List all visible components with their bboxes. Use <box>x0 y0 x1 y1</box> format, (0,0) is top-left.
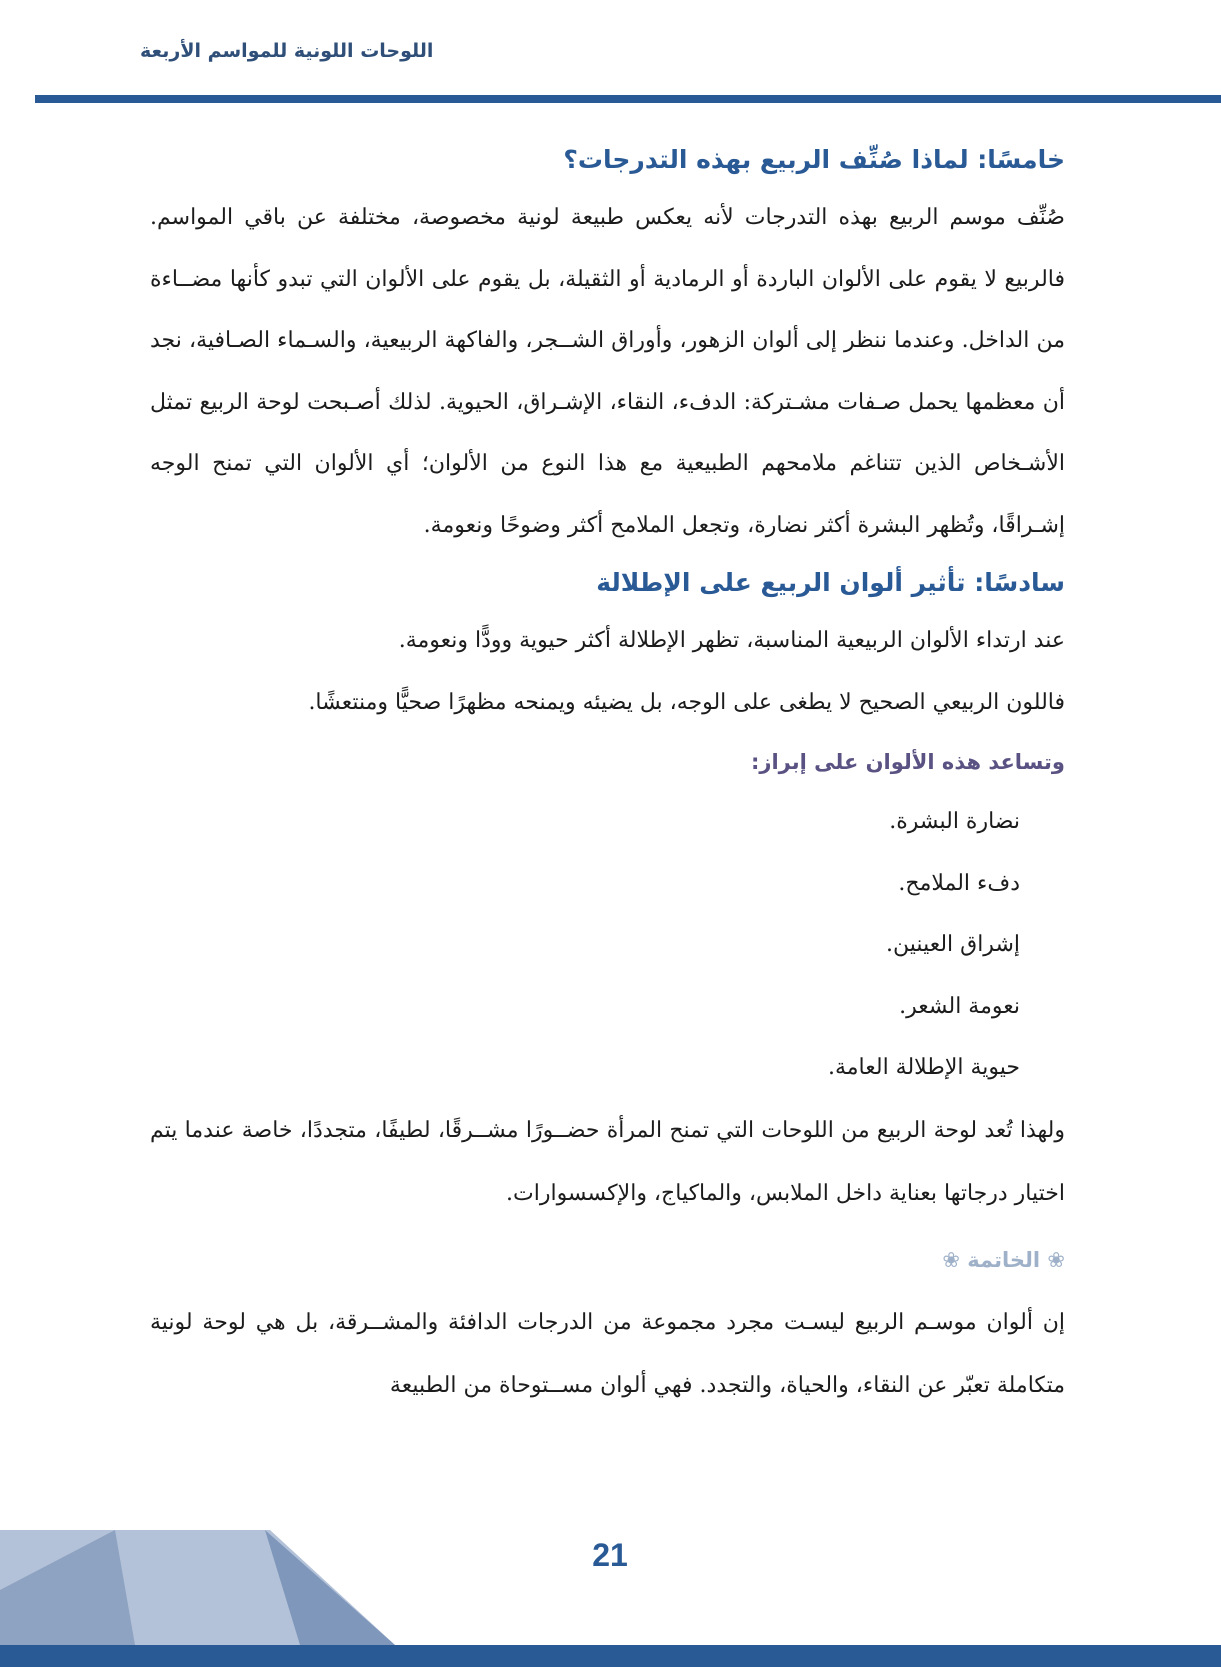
page-content <box>150 133 1065 1417</box>
section-6-line-1: عند ارتداء الألوان الربيعية المناسبة، تظهر الإطلالة أكثر حيوية وودًّا ونعومة. <box>398 628 1065 653</box>
list-item: نضارة البشرة. <box>889 809 1020 834</box>
section-6-closing-paragraph: ولهذا تُعد لوحة الربيع من اللوحات التي تمنح المرأة حضــورًا مشــرقًا، لطيفًا، متجددًا، خاصة عندما يتم اختيار درجاتها بعناية داخل الملابس، والماكياج، والإكسسوارات. <box>150 1117 1065 1206</box>
benefits-list-heading: وتساعد هذه الألوان على إبراز: <box>750 750 1065 774</box>
benefits-list <box>150 791 1065 1099</box>
conclusion-label: الخاتمة <box>967 1247 1041 1272</box>
section-6-line-2: فاللون الربيعي الصحيح لا يطغى على الوجه، بل يضيئه ويمنحه مظهرًا صحيًّا ومنتعشًا. <box>308 689 1065 715</box>
section-5-paragraph: صُنِّف موسم الربيع بهذه التدرجات لأنه يعكس طبيعة لونية مخصوصة، مختلفة عن باقي المواسم. فالربيع لا يقوم على الألوان الباردة أو الرمادية أو الثقيلة، بل يقوم على الألوان التي تبدو كأنها مضــاءة من الداخل. وعندما ننظر إلى ألوان الزهور، وأوراق الشــجر، والفاكهة الربيعية، والسـماء الصـافية، نجد أن معظمها يحمل صـفات مشـتركة: الدفء، النقاء، الإشـراق، الحيوية. لذلك أصـبحت لوحة الربيع تمثل الأشـخاص الذين تتناغم ملامحهم الطبيعية مع هذا النوع من الألوان؛ أي الألوان التي تمنح الوجه إشـراقًا، وتُظهر البشرة أكثر نضارة، وتجعل الملامح أكثر وضوحًا ونعومة. <box>150 205 1066 538</box>
running-header: اللوحات اللونية للمواسم الأربعة <box>140 40 434 62</box>
flower-icon: ❀ <box>1047 1247 1065 1272</box>
list-item: حيوية الإطلالة العامة. <box>827 1055 1020 1080</box>
conclusion-paragraph: إن ألوان موسـم الربيع ليسـت مجرد مجموعة من الدرجات الدافئة والمشــرقة، بل هي لوحة لونية متكاملة تعبّر عن النقاء، والحياة، والتجدد. فهي ألوان مســتوحاة من الطبيعة <box>150 1309 1065 1398</box>
section-6-heading: سادسًا: تأثير ألوان الربيع على الإطلالة <box>596 568 1065 597</box>
list-item: إشراق العينين. <box>886 932 1020 957</box>
section-5-heading: خامسًا: لماذا صُنِّف الربيع بهذه التدرجات؟ <box>563 145 1065 174</box>
footer-bar <box>0 1645 1221 1667</box>
header-rule <box>35 95 1221 103</box>
conclusion-heading <box>150 1233 1065 1287</box>
list-item: دفء الملامح. <box>898 870 1020 896</box>
list-item: نعومة الشعر. <box>899 993 1020 1019</box>
flower-icon: ❀ <box>942 1247 960 1272</box>
page-number: 21 <box>592 1537 628 1573</box>
